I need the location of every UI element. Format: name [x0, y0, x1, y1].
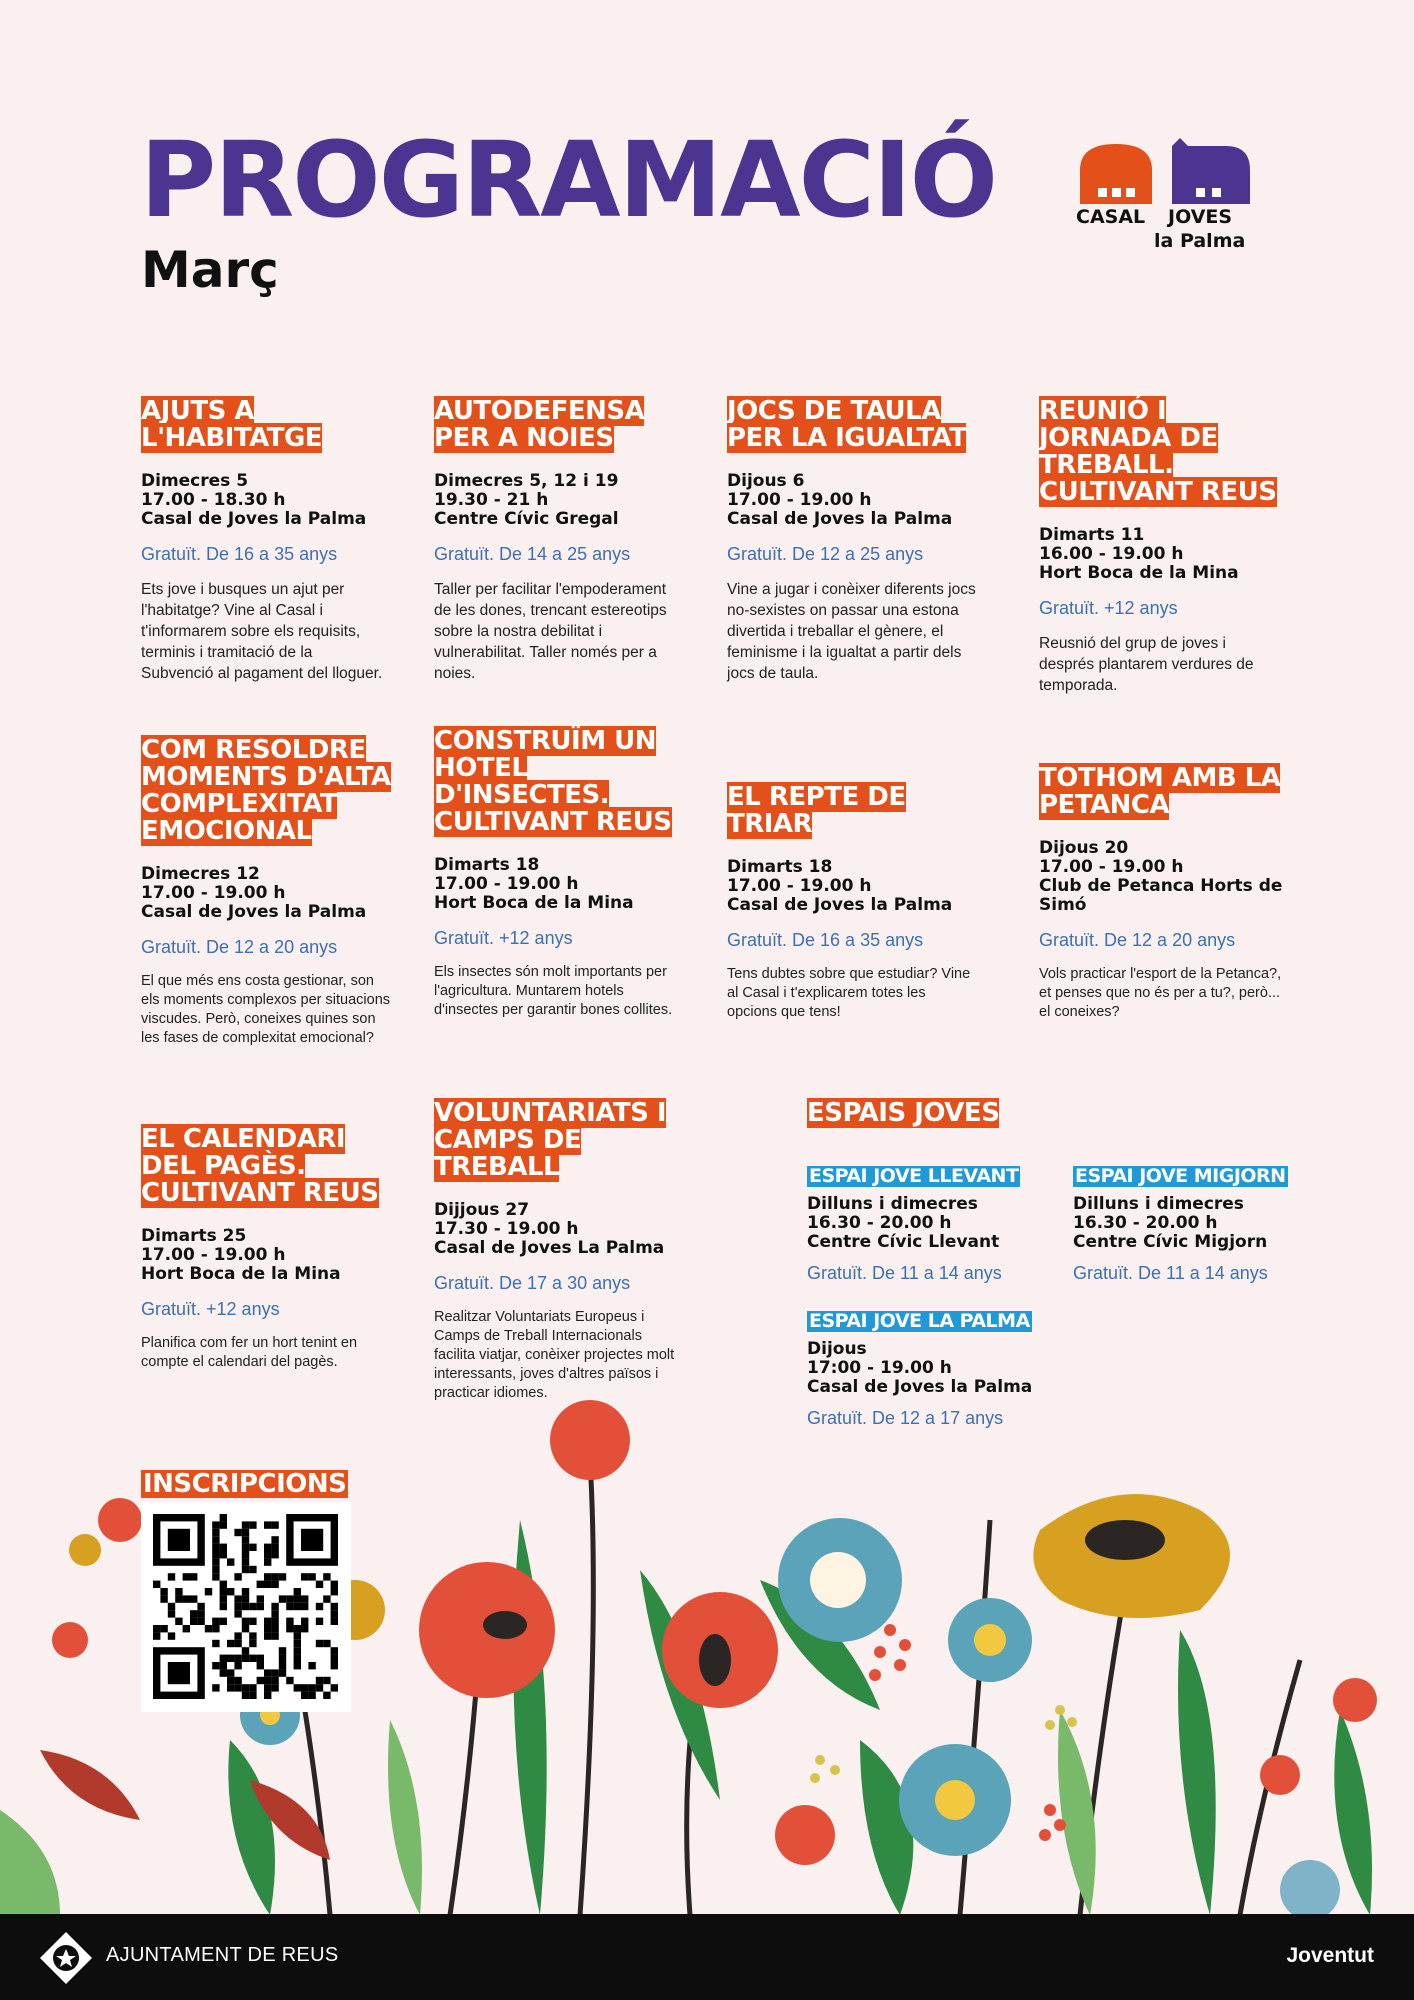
logo-houses-icon [1076, 138, 1256, 206]
event-price: Gratuït. De 12 a 25 anys [727, 544, 924, 564]
event-description: Reusnió del grup de joves i després plantarem verdures de temporada. [1039, 635, 1254, 694]
qr-code-icon [141, 1502, 351, 1712]
espai-card [807, 1166, 1077, 1298]
espai-time: 16.30 - 20.00 h [1073, 1213, 1218, 1233]
event-place: Casal de Joves la Palma [727, 509, 953, 529]
event-card [434, 398, 679, 684]
event-day: Dimecres 5 [141, 471, 249, 491]
event-time: 17.00 - 19.00 h [141, 883, 286, 903]
event-description: Planifica com fer un hort tenint en compte el calendari del pagès. [141, 1335, 358, 1370]
month-label: Març [141, 241, 279, 299]
inscripcions-label: INSCRIPCIONS [143, 1469, 347, 1499]
espais-joves-section [807, 1100, 1087, 1147]
event-description: Els insectes són molt importants per l'agricultura. Muntarem hotels d'insectes per garantir bones collites. [434, 964, 673, 1018]
event-description: Ets jove i busques un ajut per l'habitatge? Vine al Casal i t'informarem sobre els requisits, terminis i tramitació de la Subvenció al pagament del lloguer. [141, 581, 383, 682]
event-title: JOCS DE TAULA PER LA IGUALTAT [727, 396, 967, 453]
event-day: Dimecres 5, 12 i 19 [434, 471, 619, 491]
event-place: Club de Petanca Horts de Simó [1039, 876, 1283, 915]
event-price: Gratuït. +12 anys [434, 928, 573, 948]
event-place: Casal de Joves La Palma [434, 1238, 665, 1258]
event-place: Casal de Joves la Palma [727, 895, 953, 915]
espai-day: Dilluns i dimecres [1073, 1194, 1244, 1214]
event-title: AUTODEFENSA PER A NOIES [434, 396, 645, 453]
espai-day: Dijous [807, 1339, 867, 1359]
qr-code[interactable] [141, 1502, 351, 1712]
event-time: 17.00 - 19.00 h [1039, 857, 1184, 877]
event-title: EL CALENDARI DEL PAGÈS. CULTIVANT REUS [141, 1124, 379, 1208]
event-day: Dijous 20 [1039, 838, 1129, 858]
espai-place: Centre Cívic Migjorn [1073, 1232, 1268, 1252]
event-time: 17.00 - 19.00 h [727, 876, 872, 896]
event-card [1039, 765, 1289, 1022]
event-title: CONSTRUÏM UN HOTEL D'INSECTES. CULTIVANT REUS [434, 726, 672, 837]
event-card [141, 1126, 391, 1372]
event-price: Gratuït. De 12 a 20 anys [141, 937, 338, 957]
event-description: Tens dubtes sobre que estudiar? Vine al Casal i t'explicarem totes les opcions que tens! [727, 966, 971, 1020]
event-description: Vols practicar l'esport de la Petanca?, et penses que no és per a tu?, però... el coneixes? [1039, 966, 1282, 1020]
event-description: Vine a jugar i conèixer diferents jocs no-sexistes on passar una estona divertida i treballar el gènere, el feminisme i la igualtat a partir dels jocs de taula. [727, 581, 976, 682]
event-price: Gratuït. +12 anys [141, 1299, 280, 1319]
event-place: Casal de Joves la Palma [141, 509, 367, 529]
event-day: Dimarts 11 [1039, 525, 1145, 545]
event-card [1039, 398, 1279, 696]
espai-price: Gratuït. De 11 a 14 anys [1073, 1263, 1268, 1283]
event-day: Dijjous 27 [434, 1200, 530, 1220]
event-title: VOLUNTARIATS I CAMPS DE TREBALL [434, 1098, 667, 1182]
event-place: Casal de Joves la Palma [141, 902, 367, 922]
event-day: Dimarts 18 [434, 855, 540, 875]
event-description: El que més ens costa gestionar, son els moments complexos per situacions viscudes. Però, coneixes quines son les fases de complexitat emocional? [141, 973, 391, 1046]
event-price: Gratuït. De 16 a 35 anys [727, 930, 924, 950]
event-title: EL REPTE DE TRIAR [727, 782, 906, 839]
event-time: 17.00 - 19.00 h [141, 1245, 286, 1265]
event-description: Realitzar Voluntariats Europeus i Camps de Treball Internacionals facilita viatjar, conèixer projectes molt interessants, joves d'altres països i practicar idiomes. [434, 1309, 675, 1401]
event-time: 17.30 - 19.00 h [434, 1219, 579, 1239]
event-time: 16.00 - 19.00 h [1039, 544, 1184, 564]
event-price: Gratuït. De 17 a 30 anys [434, 1273, 631, 1293]
event-price: Gratuït. De 14 a 25 anys [434, 544, 631, 564]
event-time: 19.30 - 21 h [434, 490, 549, 510]
event-place: Centre Cívic Gregal [434, 509, 619, 529]
espai-time: 17:00 - 19.00 h [807, 1358, 952, 1378]
espai-place: Centre Cívic Llevant [807, 1232, 1000, 1252]
event-place: Hort Boca de la Mina [1039, 563, 1239, 583]
footer [0, 1914, 1414, 2000]
logo-place-text: la Palma [1154, 230, 1246, 252]
espai-day: Dilluns i dimecres [807, 1194, 978, 1214]
event-place: Hort Boca de la Mina [434, 893, 634, 913]
event-card [727, 784, 977, 1022]
event-card [434, 728, 679, 1020]
espais-joves-title: ESPAIS JOVES [807, 1098, 1000, 1128]
event-title: COM RESOLDRE MOMENTS D'ALTA COMPLEXITAT EMOCIONAL [141, 735, 391, 846]
event-card [434, 1100, 684, 1403]
logo-casal-text: CASAL [1076, 206, 1146, 228]
event-place: Hort Boca de la Mina [141, 1264, 341, 1284]
espai-time: 16.30 - 20.00 h [807, 1213, 952, 1233]
event-card [141, 737, 391, 1048]
footer-ajuntament-text: AJUNTAMENT DE REUS [106, 1944, 339, 1966]
event-price: Gratuït. +12 anys [1039, 598, 1178, 618]
footer-joventut-text: Joventut [1286, 1944, 1374, 1967]
espai-tag: ESPAI JOVE LLEVANT [809, 1165, 1019, 1187]
casal-joves-logo [1076, 138, 1256, 258]
espai-card [1073, 1166, 1343, 1298]
espai-tag: ESPAI JOVE LA PALMA [809, 1310, 1030, 1332]
event-description: Taller per facilitar l'empoderament de les dones, trencant estereotips sobre la nostra debilitat i vulnerabilitat. Taller només per a noies. [434, 581, 667, 682]
event-time: 17.00 - 19.00 h [727, 490, 872, 510]
event-card [727, 398, 977, 684]
espai-place: Casal de Joves la Palma [807, 1377, 1033, 1397]
event-card [141, 398, 386, 684]
espai-price: Gratuït. De 11 a 14 anys [807, 1263, 1002, 1283]
logo-joves-text: JOVES [1168, 206, 1233, 228]
event-price: Gratuït. De 12 a 20 anys [1039, 930, 1236, 950]
event-time: 17.00 - 19.00 h [434, 874, 579, 894]
espai-price: Gratuït. De 12 a 17 anys [807, 1408, 1004, 1428]
event-day: Dijous 6 [727, 471, 805, 491]
event-title: TOTHOM AMB LA PETANCA [1039, 763, 1281, 820]
event-price: Gratuït. De 16 a 35 anys [141, 544, 338, 564]
event-day: Dimarts 18 [727, 857, 833, 877]
page-title: PROGRAMACIÓ [140, 119, 997, 241]
event-title: REUNIÓ I JORNADA DE TREBALL. CULTIVANT REUS [1039, 396, 1277, 507]
event-day: Dimarts 25 [141, 1226, 247, 1246]
ajuntament-emblem-icon [36, 1928, 96, 1988]
espai-tag: ESPAI JOVE MIGJORN [1075, 1165, 1286, 1187]
event-time: 17.00 - 18.30 h [141, 490, 286, 510]
event-day: Dimecres 12 [141, 864, 260, 884]
event-title: AJUTS A L'HABITATGE [141, 396, 323, 453]
